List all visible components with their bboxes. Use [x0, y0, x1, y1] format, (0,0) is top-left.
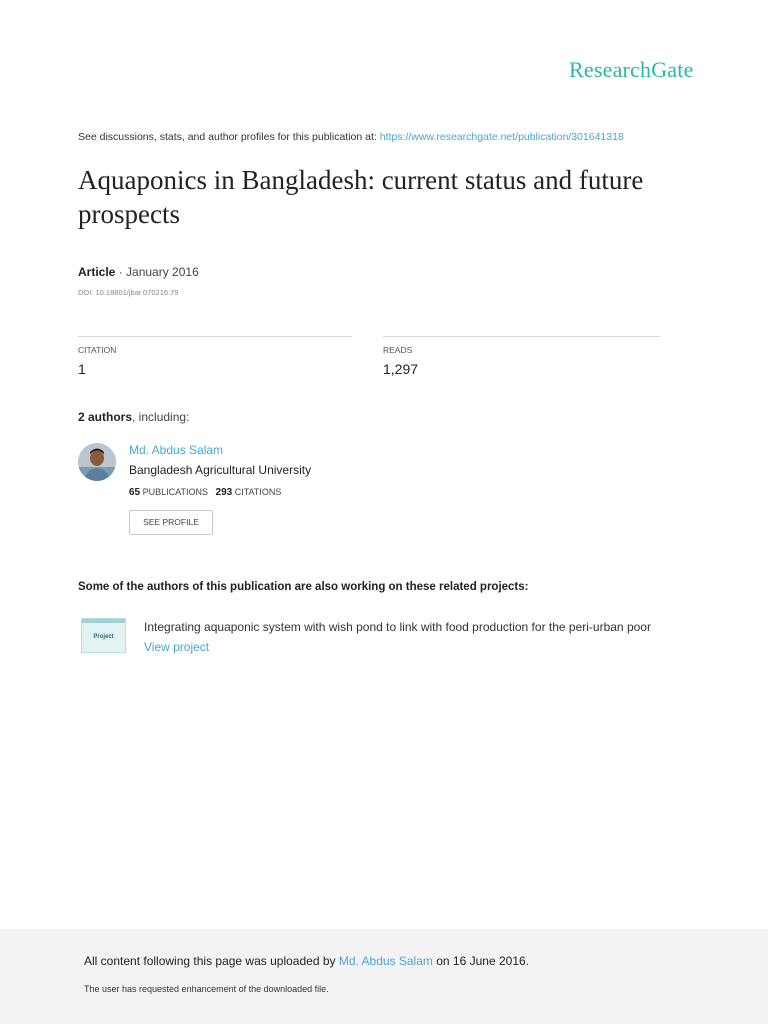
- publication-date: · January 2016: [118, 265, 199, 279]
- related-projects-heading: Some of the authors of this publication are also working on these related projects:: [78, 581, 529, 593]
- authors-count: 2 authors: [78, 410, 133, 424]
- citation-label: CITATION: [78, 345, 117, 355]
- person-avatar-icon: [78, 443, 116, 481]
- publication-meta: [78, 265, 199, 279]
- author-publications-label: PUBLICATIONS: [142, 487, 208, 497]
- authors-including: , including:: [132, 410, 190, 424]
- project-icon-label: Project: [93, 634, 114, 640]
- project-title: Integrating aquaponic system with wish pond to link with food production for the peri-urban poor: [144, 620, 651, 634]
- author-avatar[interactable]: [78, 443, 116, 481]
- reads-value: 1,297: [383, 361, 419, 377]
- researchgate-logo[interactable]: ResearchGate: [569, 57, 694, 82]
- view-project-link[interactable]: View project: [144, 640, 210, 654]
- reads-label: READS: [383, 345, 413, 355]
- upload-suffix: on 16 June 2016.: [436, 954, 529, 968]
- author-name-link[interactable]: Md. Abdus Salam: [129, 443, 224, 457]
- publication-type: Article: [78, 265, 116, 279]
- author-stats: [129, 487, 281, 498]
- citation-divider: [78, 336, 352, 337]
- project-folder-tab: [82, 619, 125, 623]
- project-folder-icon: [81, 618, 126, 653]
- author-citations-count: 293: [215, 487, 233, 498]
- author-institution: Bangladesh Agricultural University: [129, 463, 312, 477]
- upload-footer: [0, 929, 768, 1024]
- upload-statement: [84, 954, 529, 968]
- publication-title: Aquaponics in Bangladesh: current status and future prospects: [78, 165, 644, 229]
- authors-heading: [78, 410, 189, 424]
- author-citations-label: CITATIONS: [234, 487, 282, 497]
- author-publications-count: 65: [129, 487, 141, 498]
- reads-divider: [383, 336, 660, 337]
- publication-doi: DOI: 10.18801/jbar.070216.79: [78, 288, 179, 297]
- discussion-prefix: See discussions, stats, and author profiles for this publication at:: [78, 131, 377, 143]
- enhancement-note: The user has requested enhancement of the downloaded file.: [84, 984, 329, 994]
- uploader-link[interactable]: Md. Abdus Salam: [338, 954, 433, 968]
- upload-prefix: All content following this page was uploaded by: [84, 954, 336, 968]
- discussion-line: [78, 131, 624, 143]
- publication-url-link[interactable]: https://www.researchgate.net/publication/301641318: [379, 131, 624, 143]
- see-profile-button[interactable]: SEE PROFILE: [129, 510, 213, 535]
- citation-value: 1: [78, 361, 86, 377]
